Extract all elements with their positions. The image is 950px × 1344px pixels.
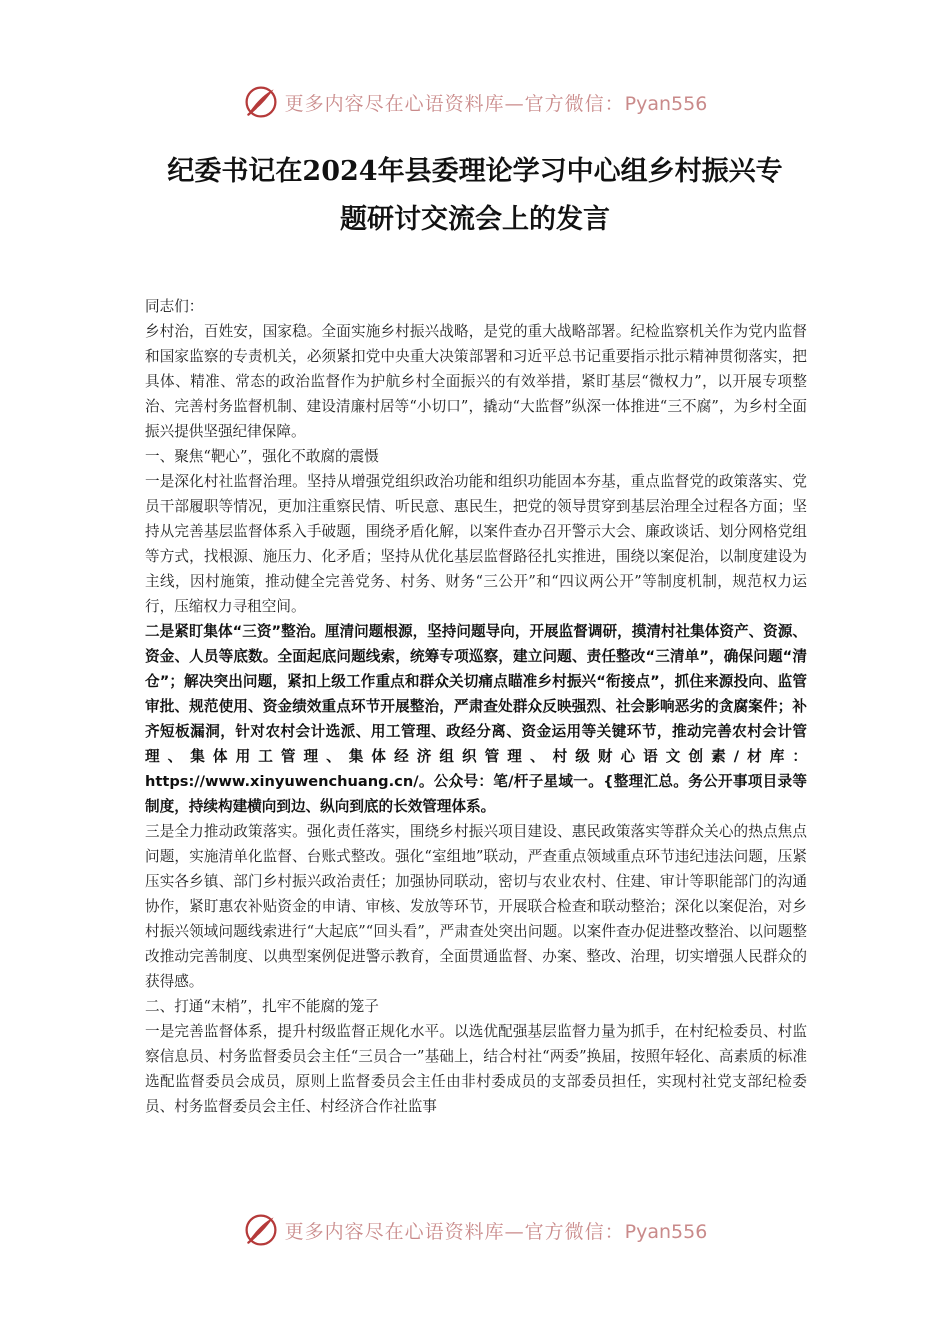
quill-logo-icon — [243, 1212, 279, 1248]
paragraph-1-2: 二是紧盯集体“三资”整治。厘清问题根源，坚持问题导向，开展监督调研，摸清村社集体资产、资源、资金、人员等底数。全面起底问题线索，统筹专项巡察，建立问题、责任整改“三清单”，确保问题“清仓”；解决突出问题，紧扣上级工作重点和群众关切痛点瞄准乡村振兴“衔接点”，抓住来源投向、监管审批、规范使用、资金绩效重点环节开展整治，严肃查处群众反映强烈、社会影响恶劣的贪腐案件；补齐短板漏洞，针对农村会计选派、用工管理、政经分离、资金运用等关键环节，推动完善农村会计管理、集体用工管理、集体经济组织管理、村级财心语文创素/材库：https://www.xinyuwenchuang.cn/。公众号：笔/杆子星域一。{整理汇总。务公开事项目录等制度，持续构建横向到边、纵向到底的长效管理体系。 — [145, 623, 807, 815]
title-line-2: 题研讨交流会上的发言 — [340, 204, 610, 235]
salutation: 同志们： — [145, 298, 204, 315]
section-heading-2: 二、打通“末梢”，扎牢不能腐的笼子 — [145, 998, 379, 1015]
wechat-id: Pyan556 — [624, 1220, 708, 1243]
section-heading-1: 一、聚焦“靶心”，强化不敢腐的震慑 — [145, 448, 379, 465]
intro-paragraph: 乡村治，百姓安，国家稳。全面实施乡村振兴战略，是党的重大战略部署。纪检监察机关作为党内监督和国家监察的专责机关，必须紧扣党中央重大决策部署和习近平总书记重要指示批示精神贯彻落实，把具体、精准、常态的政治监督作为护航乡村全面振兴的有效举措，紧盯基层“微权力”，以开展专项整治、完善村务监督机制、建设清廉村居等“小切口”，撬动“大监督”纵深一体推进“三不腐”，为乡村全面振兴提供坚强纪律保障。 — [145, 323, 807, 440]
header-banner — [0, 82, 950, 122]
banner-text: 更多内容尽在心语资料库—官方微信：Pyan556 — [284, 1220, 708, 1243]
footer-banner — [0, 1210, 950, 1250]
paragraph-2-1: 一是完善监督体系，提升村级监督正规化水平。以选优配强基层监督力量为抓手，在村纪检委员、村监察信息员、村务监督委员会主任“三员合一”基础上，结合村社“两委”换届，按照年轻化、高素质的标准选配监督委员会成员，原则上监督委员会主任由非村委成员的支部委员担任，实现村社党支部纪检委员、村务监督委员会主任、村经济合作社监事 — [145, 1023, 807, 1115]
document-title — [120, 148, 830, 244]
document-body — [145, 294, 807, 1119]
banner-text: 更多内容尽在心语资料库—官方微信：Pyan556 — [284, 92, 708, 115]
paragraph-1-1: 一是深化村社监督治理。坚持从增强党组织政治功能和组织功能固本夯基，重点监督党的政策落实、党员干部履职等情况，更加注重察民情、听民意、惠民生，把党的领导贯穿到基层治理全过程各方面；坚持从完善基层监督体系入手破题，围绕矛盾化解，以案件查办召开警示大会、廉政谈话、划分网格党组等方式，找根源、施压力、化矛盾；坚持从优化基层监督路径扎实推进，围绕以案促治，以制度建设为主线，因村施策，推动健全完善党务、村务、财务“三公开”和“四议两公开”等制度机制，规范权力运行，压缩权力寻租空间。 — [145, 473, 807, 615]
wechat-id: Pyan556 — [624, 92, 708, 115]
quill-logo-icon — [243, 84, 279, 120]
title-line-1: 纪委书记在2024年县委理论学习中心组乡村振兴专 — [167, 156, 783, 187]
paragraph-1-3: 三是全力推动政策落实。强化责任落实，围绕乡村振兴项目建设、惠民政策落实等群众关心的热点焦点问题，实施清单化监督、台账式整改。强化“室组地”联动，严查重点领域重点环节违纪违法问题，压紧压实各乡镇、部门乡村振兴政治责任；加强协同联动，密切与农业农村、住建、审计等职能部门的沟通协作，紧盯惠农补贴资金的申请、审核、发放等环节，开展联合检查和联动整治；深化以案促治，对乡村振兴领域问题线索进行“大起底”“回头看”，严肃查处突出问题。以案件查办促进整改整治、以问题整改推动完善制度、以典型案例促进警示教育，全面贯通监督、办案、整改、治理，切实增强人民群众的获得感。 — [145, 823, 807, 990]
